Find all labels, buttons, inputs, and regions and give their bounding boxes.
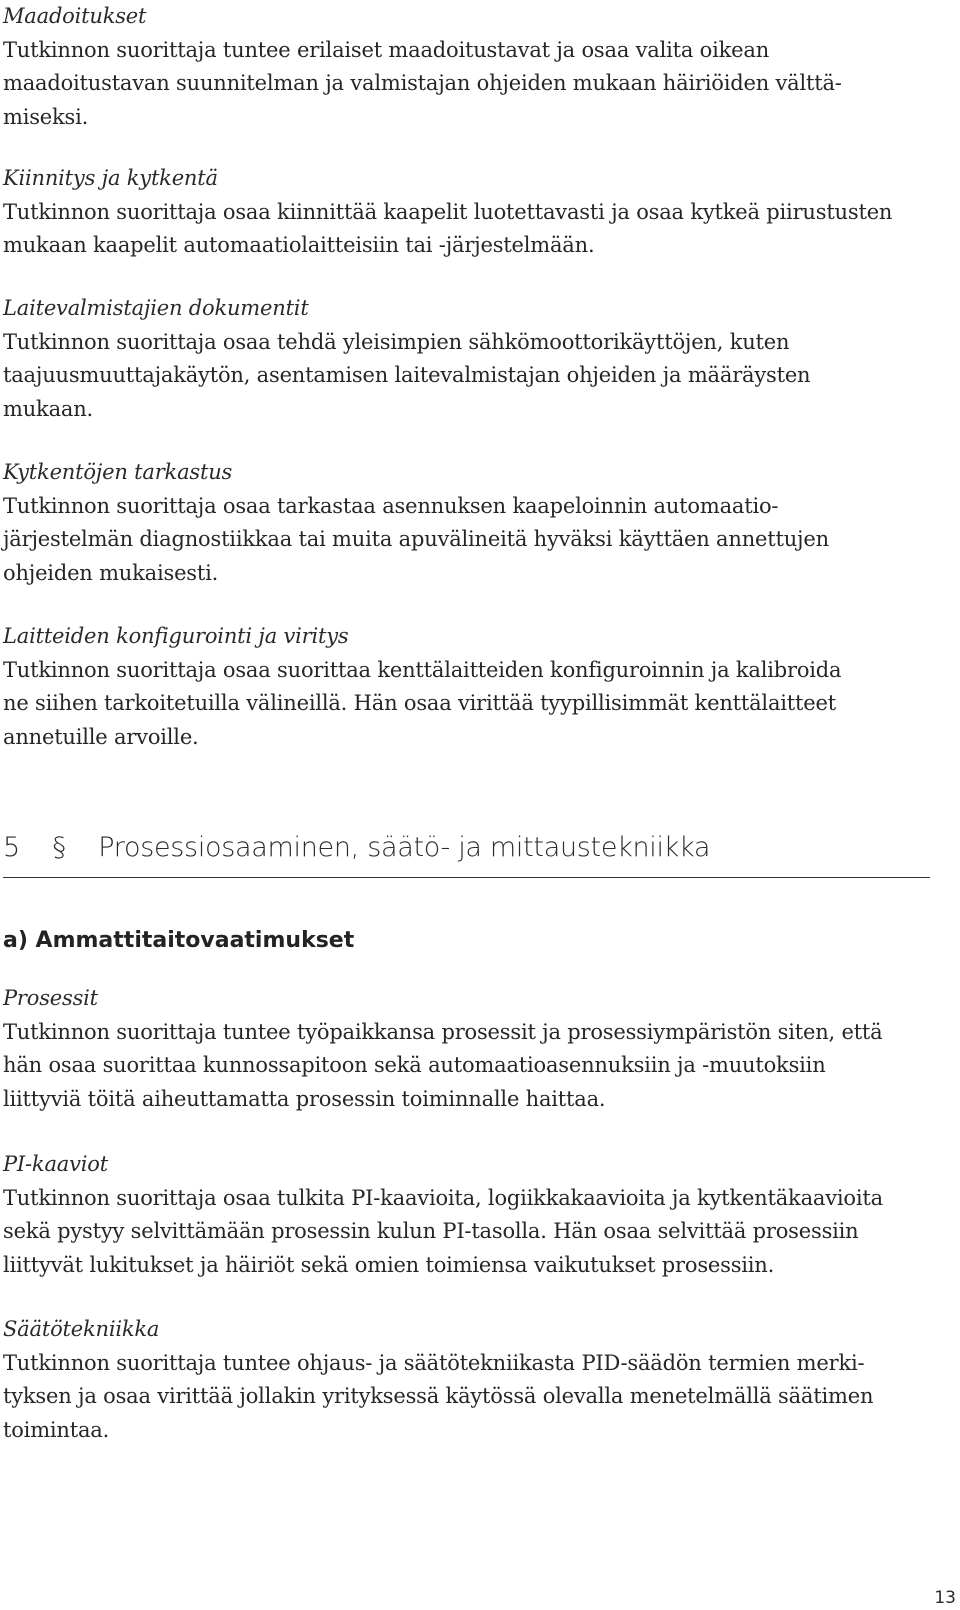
section-body: Tutkinnon suorittaja osaa tulkita PI-kaavioita, logiikkakaavioita ja kytkentäkaavioita sekä pystyy selvittämään prosessin kulun PI-tasolla. Hän osaa selvittää prosessiin liittyvät lukitukset ja häiriöt sekä omien toimiensa vaikutukset prosessiin. bbox=[3, 1185, 883, 1277]
section-heading: Säätötekniikka bbox=[3, 1317, 160, 1341]
section-body: Tutkinnon suorittaja osaa tarkastaa asennuksen kaapeloinnin automaatio- järjestelmän diagnostiikkaa tai muita apuvälineitä hyväksi käyttäen annettujen ohjeiden mukaisesti. bbox=[3, 493, 829, 585]
section-prosessit bbox=[3, 982, 883, 1116]
section-body: Tutkinnon suorittaja osaa kiinnittää kaapelit luotettavasti ja osaa kytkeä piirustusten mukaan kaapelit automaatiolaitteisiin tai -järjestelmään. bbox=[3, 199, 893, 257]
section-laitteiden-konfigurointi bbox=[3, 620, 841, 754]
section-kiinnitys bbox=[3, 162, 892, 263]
subheading: a) Ammattitaitovaatimukset bbox=[3, 928, 355, 953]
page-number: 13 bbox=[934, 1588, 956, 1608]
section-heading: PI-kaaviot bbox=[3, 1152, 108, 1176]
section-maadoitukset bbox=[3, 0, 842, 134]
section-heading: Prosessit bbox=[3, 986, 98, 1010]
section-body: Tutkinnon suorittaja osaa suorittaa kenttälaitteiden konfiguroinnin ja kalibroida ne siihen tarkoitetuilla välineillä. Hän osaa virittää tyypillisimmät kenttälaitteet annetuille arvoille. bbox=[3, 657, 842, 749]
chapter-heading bbox=[3, 832, 930, 878]
section-body: Tutkinnon suorittaja tuntee erilaiset maadoitustavat ja osaa valita oikean maadoitustavan suunnitelman ja valmistajan ohjeiden mukaan häiriöiden välttä- miseksi. bbox=[3, 37, 842, 129]
section-heading: Maadoitukset bbox=[3, 4, 147, 28]
section-heading: Laitevalmistajien dokumentit bbox=[3, 296, 309, 320]
section-body: Tutkinnon suorittaja tuntee työpaikkansa prosessit ja prosessiympäristön siten, että hän osaa suorittaa kunnossapitoon sekä automaatioasennuksiin ja -muutoksiin liittyviä töitä aiheuttamatta prosessin toiminnalle haittaa. bbox=[3, 1019, 883, 1111]
section-body: Tutkinnon suorittaja tuntee ohjaus- ja säätötekniikasta PID-säädön termien merki- tyksen ja osaa virittää jollakin yrityksessä käytössä olevalla menetelmällä säätimen toimintaa. bbox=[3, 1350, 874, 1442]
section-laitevalmistajien-dokumentit bbox=[3, 292, 810, 426]
section-pi-kaaviot bbox=[3, 1148, 883, 1282]
section-heading: Laitteiden konfigurointi ja viritys bbox=[3, 624, 349, 648]
section-heading: Kiinnitys ja kytkentä bbox=[3, 166, 218, 190]
chapter-number: 5 bbox=[3, 832, 20, 863]
section-kytkentojen-tarkastus bbox=[3, 456, 829, 590]
section-heading: Kytkentöjen tarkastus bbox=[3, 460, 233, 484]
section-body: Tutkinnon suorittaja osaa tehdä yleisimpien sähkömoottorikäyttöjen, kuten taajuusmuuttajakäytön, asentamisen laitevalmistajan ohjeiden ja määräysten mukaan. bbox=[3, 329, 811, 421]
chapter-title: Prosessiosaaminen, säätö- ja mittaustekniikka bbox=[98, 832, 711, 863]
section-saatotekniikka bbox=[3, 1313, 873, 1447]
section-symbol: § bbox=[52, 832, 66, 863]
